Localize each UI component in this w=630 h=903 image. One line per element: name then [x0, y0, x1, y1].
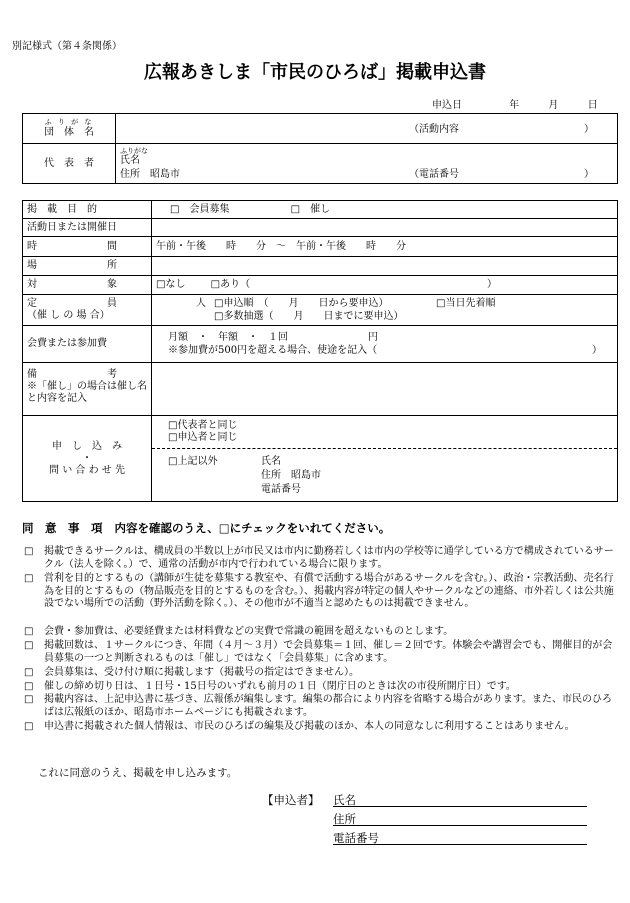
agreement-title: 同 意 事 項	[22, 521, 103, 535]
event-date-label: 活動日または開催日	[23, 219, 152, 237]
capacity-label-cell	[23, 295, 152, 326]
group-label: 団 体 名	[44, 127, 94, 138]
contact-address-label: 住所 昭島市	[261, 470, 321, 481]
rep-phone-close: ）	[584, 169, 594, 180]
fee-field[interactable]	[152, 326, 618, 363]
remarks-label-cell	[23, 363, 152, 416]
agreement-checkbox[interactable]: □	[24, 546, 34, 557]
agreement-item	[24, 626, 620, 639]
agreement-checkbox[interactable]: □	[24, 626, 34, 637]
event-date-field[interactable]	[152, 219, 618, 237]
applicant-address-line[interactable]	[333, 811, 587, 826]
agreement-item	[24, 681, 620, 694]
representative-field[interactable]	[116, 144, 618, 184]
date-day: 日	[587, 100, 598, 111]
rep-name-label: 氏名	[120, 155, 140, 166]
agreement-text: 営利を目的とするもの（講師が生徒を募集する教室や、有償で活動する場合があるサークルを含む。）、政治・宗教活動、売名行為を目的とするもの（物品販売を目的とするものを含む。）、掲載内容が特定の個人やサークルなどの連絡、市外若しくは公共施設でない場所での活動（野外活動を除く。）、その他市が不適当と認めたものは掲載できません。	[44, 573, 614, 609]
applicant-label: 【申込者】	[262, 793, 320, 807]
agreement-checkbox[interactable]: □	[24, 721, 34, 732]
agreement-text: 会費・参加費は、必要経費または材料費などの実費で常識の範囲を超えないものとします。	[44, 626, 454, 637]
agreement-checkbox[interactable]: □	[24, 573, 34, 584]
capacity-same-day[interactable]: □当日先着順	[436, 298, 496, 309]
agreement-closing: これに同意のうえ、掲載を申し込みます。	[38, 767, 238, 779]
place-field[interactable]	[152, 257, 618, 276]
rep-furigana: ふりがな	[120, 147, 148, 155]
contact-label-cell	[23, 416, 152, 502]
group-furigana: ふ り が な	[44, 118, 94, 126]
capacity-unit: 人	[196, 298, 206, 309]
agreement-item	[24, 640, 620, 666]
capacity-first-come[interactable]: □申込順 （ 月 日から要申込）	[214, 298, 389, 309]
target-none[interactable]: □なし	[156, 279, 186, 290]
contact-options	[152, 416, 618, 502]
agreement-item	[24, 694, 620, 720]
fee-note: ※参加費が500円を超える場合、使途を記入（	[168, 345, 378, 356]
contact-divider	[152, 448, 617, 449]
place-label: 場 所	[23, 257, 152, 276]
agreement-checkbox[interactable]: □	[24, 667, 34, 678]
agreement-instruction: 内容を確認のうえ、□にチェックをいれてください。	[114, 521, 391, 535]
agreement-text: 掲載内容は、上記申込書に基づき、広報係が編集します。編集の都合により内容を省略する場合があります。また、市民のひろばは広報紙のほか、昭島市ホームページにも掲載されます。	[44, 694, 612, 718]
contact-dot: ・	[82, 452, 92, 464]
agreement-text: 掲載回数は、１サークルにつき、年間（４月～３月）で会員募集＝１回、催し＝２回です。体験会や講習会でも、開催目的が会員募集の一つと判断されるものは「催し」ではなく「会員募集」に含めます。	[44, 640, 613, 664]
purpose-event[interactable]: □ 催し	[290, 203, 331, 215]
time-field[interactable]: 午前・午後 時 分 ～ 午前・午後 時 分	[152, 237, 618, 257]
contact-label-1: 申 し 込 み	[52, 440, 122, 452]
applicant-phone-line[interactable]	[333, 830, 587, 845]
form-number: 別記様式（第４条関係）	[12, 41, 122, 52]
target-yes[interactable]: □あり（	[210, 279, 251, 290]
purpose-options	[152, 201, 618, 219]
remarks-note: ※「催し」の場合は催し名と内容を記入	[27, 381, 147, 404]
date-year: 年	[509, 100, 520, 111]
agreement-item	[24, 573, 620, 624]
fee-label: 会費または参加費	[23, 326, 152, 363]
time-label: 時 間	[23, 237, 152, 257]
rep-phone-label: （電話番号	[409, 169, 459, 180]
applicant-address-label: 住所	[333, 812, 356, 826]
agreement-text: 掲載できるサークルは、構成員の半数以上が市民又は市内に勤務若しくは市内の学校等に通学している方で構成されているサークル（法人を除く。）で、通常の活動が市内で行われている場合に限ります。	[44, 546, 614, 570]
purpose-member-recruit[interactable]: □ 会員募集	[170, 203, 230, 215]
group-name-field[interactable]	[116, 114, 618, 144]
remarks-label: 備 考	[27, 369, 117, 380]
rep-address-label: 住所 昭島市	[120, 169, 180, 180]
application-date	[432, 96, 598, 111]
activity-close: ）	[584, 124, 594, 135]
group-label-cell	[23, 114, 116, 144]
agreement-heading	[22, 520, 390, 536]
contact-same-applicant[interactable]: □申込者と同じ	[168, 432, 238, 443]
fee-value: 月額 ・ 年額 ・ １回 円	[168, 332, 378, 343]
agreement-text: 申込書に掲載された個人情報は、市民のひろばの編集及び掲載のほか、本人の同意なしに利用することはありません。	[44, 721, 575, 732]
capacity-label: 定 員	[27, 298, 117, 309]
contact-phone-label: 電話番号	[261, 484, 301, 495]
agreement-text: 催しの締め切り日は、１日号・15日号のいずれも前月の１日（閉庁日のときは次の市役所開庁日）です。	[44, 681, 516, 692]
purpose-label: 掲 載 目 的	[23, 201, 152, 219]
applicant-phone-label: 電話番号	[333, 831, 379, 845]
capacity-sub: （催 し の 場 合）	[27, 310, 110, 321]
agreement-checkbox[interactable]: □	[24, 681, 34, 692]
activity-label: （活動内容	[409, 124, 459, 135]
contact-label-2: 問 い 合 わ せ 先	[49, 464, 125, 476]
applicant-name-line[interactable]	[333, 792, 587, 807]
date-month: 月	[548, 100, 559, 111]
date-label: 申込日	[432, 100, 462, 111]
contact-name-label: 氏名	[261, 456, 281, 467]
representative-label: 代 表 者	[23, 144, 116, 184]
agreement-text: 会員募集は、受け付け順に掲載します（掲載号の指定はできません）。	[44, 667, 359, 678]
target-label: 対 象	[23, 276, 152, 295]
page-title: 広報あきしま「市民のひろば」掲載申込書	[144, 62, 486, 83]
fee-close: ）	[592, 345, 602, 356]
target-options	[152, 276, 618, 295]
contact-other[interactable]: □上記以外	[168, 456, 218, 467]
organization-table	[22, 113, 618, 184]
capacity-options	[152, 295, 618, 326]
agreement-item	[24, 546, 620, 572]
capacity-lottery[interactable]: □多数抽選（ 月 日までに要申込）	[214, 311, 404, 322]
remarks-field[interactable]	[152, 363, 618, 416]
agreement-checkbox[interactable]: □	[24, 694, 34, 705]
applicant-name-label: 氏名	[333, 793, 356, 807]
agreement-item	[24, 667, 620, 680]
details-table	[22, 200, 618, 502]
target-close: ）	[487, 279, 497, 290]
contact-same-rep[interactable]: □代表者と同じ	[168, 420, 238, 431]
agreement-checkbox[interactable]: □	[24, 640, 34, 651]
agreement-item	[24, 721, 620, 747]
